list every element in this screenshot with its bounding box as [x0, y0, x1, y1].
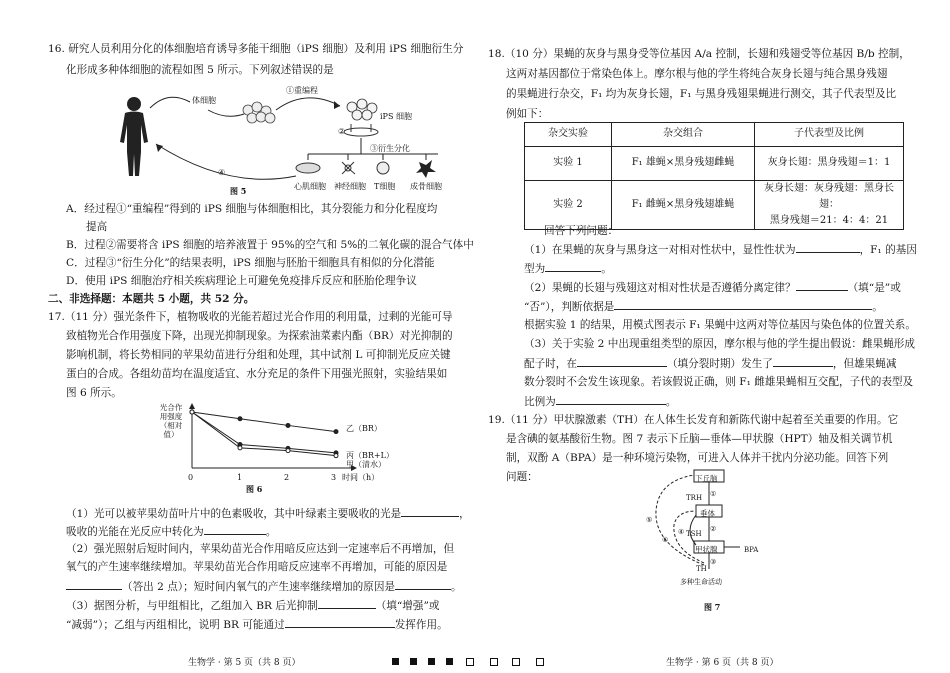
figure-7-caption: 图 7 [704, 602, 721, 612]
neuron-icon [342, 162, 355, 174]
q17-sub2-blank2[interactable] [395, 577, 451, 590]
label-trh: TRH [686, 494, 703, 502]
chart-legend-bing: 丙（BR+L） [346, 451, 394, 460]
q18-line2: 这两对基因都位于常染色体上。摩尔根与他的学生将纯合灰身长翅与纯合黑身残翅 [506, 68, 888, 80]
q17-sub2-line2: 氧气的产生速率继续增加。苹果幼苗光合作用暗反应速率不再增加，可能的原因是 [66, 561, 448, 573]
q18-sub2-text2: （填“是”或 [847, 282, 901, 294]
q18-sub3-text: 配子时，在 [524, 358, 577, 370]
chart-x-label: 时间（h） [342, 473, 380, 482]
q16-option-b: B．过程②需要将含 iPS 细胞的培养液置于 95%的空气和 5%的二氧化碳的混合气体中 [66, 239, 474, 251]
chart-point [238, 417, 242, 421]
q18-ask: 回答下列问题： [544, 225, 619, 237]
q18-sub2-line2: “否”），判断依据是 。 [524, 297, 883, 317]
label-ips-cell: iPS 细胞 [380, 112, 412, 121]
chart-legend-jia: 甲（清水） [346, 460, 386, 469]
q18-sub1-line1 [524, 240, 917, 260]
chart-series-line-2 [192, 412, 336, 456]
q17-sub3-text: （3）据图分析，与甲组相比，乙组加入 BR 后光抑制 [66, 600, 318, 612]
q16-option-d: D．使用 iPS 细胞治疗相关疾病理论上可避免免疫排斥反应和胚胎伦理争议 [66, 275, 417, 287]
q18-sub1-blank2[interactable] [545, 259, 601, 272]
figure-5 [108, 80, 448, 198]
q17-sub1-text2: 吸收的光能在光反应中转化为 [66, 526, 204, 538]
table-cell: 灰身长翅：黑身残翅＝1：1 [755, 147, 904, 181]
q18-sub1-text: （1）在果蝇的灰身与黑身这一对相对性状中，显性性状为 [524, 244, 796, 256]
cardiomyocyte-icon [296, 163, 320, 173]
label-hypothalamus: 下丘脑 [695, 474, 718, 483]
q18-line1: 18.（10 分）果蝇的灰身与黑身受等位基因 A/a 控制，长翅和残翅受等位基因 B/b 控制， [488, 48, 910, 60]
q16-option-c: C．过程③“衍生分化”的结果表明，iPS 细胞与胚胎干细胞具有相似的分化潜能 [66, 257, 435, 269]
q16-option-a-line2: 提高 [86, 221, 108, 233]
figure-6-chart [158, 400, 408, 500]
label-somatic-cell: 体细胞 [192, 96, 216, 105]
q18-line3: 的果蝇进行杂交，F₁ 均为灰身长翅，F₁ 与黑身残翅果蝇进行测交，其子代表型及比 [506, 88, 897, 100]
q17-line4: 蛋白的合成。各组幼苗均在温度适宜、水分充足的条件下用强光照射，实验结果如 [66, 368, 448, 380]
chart-series-line-1 [192, 412, 336, 453]
chart-point [286, 423, 290, 427]
chart-tick-1: 1 [237, 473, 243, 482]
q18-sub1-text2: ，F₁ 的基因 [859, 244, 917, 256]
label-cardiomyocyte: 心肌细胞 [294, 182, 326, 191]
q18-sub2-blank1[interactable] [796, 278, 848, 291]
q18-sub1-line2: 型为 。 [524, 259, 612, 279]
q16-stem-line1: 16. 研究人员利用分化的体细胞培育诱导多能干细胞（iPS 细胞）及利用 iPS 细胞衍生分 [48, 43, 464, 55]
label-n2: ② [710, 525, 717, 533]
q19-line3: 制，双酚 A（BPA）是一种环境污染物，可进入人体并干扰内分泌功能。回答下列 [506, 452, 889, 464]
q17-sub3-line2 [66, 615, 448, 635]
osteoblast-icon [416, 160, 436, 178]
q19-line4: 问题： [506, 471, 538, 483]
label-th: TH [696, 565, 707, 573]
q17-sub1-blank2[interactable] [204, 522, 266, 535]
label-step-4: ④ [218, 168, 226, 177]
chart-point [286, 449, 290, 453]
chart-y-arrow [189, 403, 195, 409]
human-body-icon [120, 97, 148, 176]
t-cell-icon [377, 162, 389, 174]
label-n4: ④ [678, 528, 685, 536]
chart-point [334, 430, 338, 434]
page-marker-filled [446, 658, 453, 665]
chart-point [190, 410, 194, 414]
table-cell: 实验 1 [525, 147, 612, 181]
q19-line2: 是含碘的氨基酸衍生物。图 7 表示下丘脑—垂体—甲状腺（HPT）轴及相关调节机 [506, 433, 893, 445]
q17-sub1-text: （1）光可以被苹果幼苗叶片中的色素吸收，其中叶绿素主要吸收的光是 [66, 508, 402, 520]
chart-point [238, 446, 242, 450]
label-pituitary: 垂体 [700, 509, 715, 518]
q18-sub2-blank2[interactable] [614, 297, 872, 310]
q16-option-a-line1: A．经过程①“重编程”得到的 iPS 细胞与体细胞相比，其分裂能力和分化程度均 [66, 203, 438, 215]
q18-sub3-line2 [524, 354, 896, 374]
q18-sub3-blank3[interactable] [556, 392, 666, 405]
q17-sub2-line3: （答出 2 点）；短时间内氧气的产生速率继续增加的原因是 。 [66, 577, 462, 597]
q17-line3: 影响机制，将长势相同的苹果幼苗进行分组和处理，其中试剂 L 可抑制光反应关键 [66, 349, 451, 361]
label-osteoblast: 成骨细胞 [410, 182, 442, 191]
table-cell-line1: 灰身长翅：灰身残翅：黑身长翅： [764, 183, 894, 210]
table-header: 杂交实验 [525, 123, 612, 147]
chart-tick-3: 3 [331, 473, 337, 482]
table-cell: F₁ 雌蝇×黑身残翅雄蝇 [612, 181, 755, 230]
q18-sub3-blank1[interactable] [577, 354, 667, 367]
q17-line2: 致植物光合作用强度下降，出现光抑制现象。为探索油菜素内酯（BR）对光抑制的 [66, 330, 453, 342]
q17-sub3-line1 [66, 596, 440, 616]
q17-sub2-line1: （2）强光照射后短时间内，苹果幼苗光合作用暗反应达到一定速率后不再增加，但 [66, 543, 455, 555]
label-neuron: 神经细胞 [334, 182, 366, 191]
ips-cells-icon [347, 99, 377, 120]
q18-sub3-text4: 比例为 [524, 396, 556, 408]
q18-sub3-line1: （3）关于实验 2 中出现重组类型的原因，摩尔根与他的学生提出假说：雌果蝇形成 [524, 338, 915, 350]
q17-sub3-blank1[interactable] [318, 596, 376, 609]
figure-5-svg [108, 80, 448, 198]
q18-sub3-blank2[interactable] [773, 354, 833, 367]
table-header-row [525, 123, 904, 147]
q18-sub2-text: （2）果蝇的长翅与残翅这对相对性状是否遵循分离定律？ [524, 282, 796, 294]
chart-tick-2: 2 [284, 473, 290, 482]
table-cell: 实验 2 [525, 181, 612, 230]
q18-sub1-text3: 型为 [524, 263, 546, 275]
label-n5: ⑤ [646, 516, 653, 524]
q17-sub1-line2: 吸收的光能在光反应中转化为 。 [66, 522, 276, 542]
chart-point [334, 454, 338, 458]
label-bpa: BPA [744, 546, 759, 554]
label-thyroid: 甲状腺 [695, 545, 718, 554]
section-2-heading: 二、非选择题：本题共 5 小题，共 52 分。 [48, 293, 255, 305]
q17-sub2-text3: （答出 2 点）；短时间内氧气的产生速率继续增加的原因是 [122, 581, 396, 593]
table-header: 杂交组合 [612, 123, 755, 147]
q18-sub1-blank1[interactable] [796, 240, 860, 253]
q18-sub3-text3: ，但雄果蝇减 [832, 358, 897, 370]
page-marker-filled [428, 658, 435, 665]
page-marker-empty [466, 658, 474, 666]
footer-right: 生物学 · 第 6 页（共 8 页） [666, 658, 779, 668]
figure-6-caption: 图 6 [246, 484, 263, 494]
table-cell-line2: 黑身残翅＝21：4：4：21 [769, 215, 889, 226]
chart-origin-label: 0 [188, 473, 194, 482]
label-reprogram: ①重编程 [286, 86, 318, 95]
label-n6: ⑥ [662, 536, 669, 544]
label-step-3: ③衍生分化 [370, 144, 410, 153]
label-n3: ③ [710, 558, 717, 566]
q17-line1: 17.（11 分）强光条件下，植物吸收的光能若超过光合作用的利用量，过剩的光能可导 [48, 311, 453, 323]
table-cell [755, 181, 904, 230]
q17-sub1-blank1[interactable] [401, 504, 459, 517]
q18-sub3-line4: 比例为 。 [524, 392, 676, 412]
q17-sub1-line1: （1）光可以被苹果幼苗叶片中的色素吸收，其中叶绿素主要吸收的光是 ， [66, 504, 470, 524]
q18-line4: 例如下： [506, 108, 549, 120]
q17-sub3-text3: “减弱”）；乙组与丙组相比，说明 BR 可能通过 [66, 619, 285, 631]
q19-line1: 19.（11 分）甲状腺激素（TH）在人体生长发育和新陈代谢中起着至关重要的作用。它 [488, 414, 899, 426]
q18-cross-table [524, 122, 904, 230]
label-step-2: ② [338, 127, 346, 136]
page-marker-empty [512, 658, 520, 666]
q17-sub3-blank2[interactable] [285, 615, 395, 628]
q16-stem-line2: 化形成多种体细胞的流程如图 5 所示。下列叙述错误的是 [66, 64, 334, 76]
label-life-activities: 多种生命活动 [680, 578, 722, 586]
q17-sub2-blank1[interactable] [66, 577, 122, 590]
label-t-cell: T细胞 [374, 182, 396, 191]
page-marker-empty [490, 658, 498, 666]
label-n1: ① [710, 490, 717, 498]
chart-y-label: 光合作用强度（相对值） [159, 403, 183, 439]
q17-sub3-text2: （填“增强”或 [375, 600, 440, 612]
table-header: 子代表型及比例 [755, 123, 904, 147]
table-row [525, 147, 904, 181]
q17-line5: 图 6 所示。 [66, 387, 122, 399]
page-marker-empty [536, 658, 544, 666]
q18-sub3-text2: （填分裂时期）发生了 [666, 358, 773, 370]
somatic-cells-icon [243, 102, 275, 123]
q18-sub2-text3: “否”），判断依据是 [524, 301, 615, 313]
figure-7 [644, 465, 784, 590]
q18-sub2-line1 [524, 278, 901, 298]
chart-legend-yi: 乙（BR） [346, 424, 382, 433]
q18-sub3-line3: 数分裂时不会发生该现象。若该假说正确，则 F₁ 雌雄果蝇相互交配，子代的表型及 [524, 376, 914, 388]
q17-sub3-text4: 发挥作用。 [394, 619, 448, 631]
page-marker-filled [392, 658, 399, 665]
label-tsh: TSH [686, 530, 702, 538]
figure-5-caption: 图 5 [230, 186, 247, 196]
footer-left: 生物学 · 第 5 页（共 8 页） [188, 658, 301, 668]
page-marker-filled [410, 658, 417, 665]
table-cell: F₁ 雄蝇×黑身残翅雌蝇 [612, 147, 755, 181]
q18-sub2-line3: 根据实验 1 的结果，用模式图表示 F₁ 果蝇中这两对等位基因与染色体的位置关系。 [524, 319, 916, 331]
